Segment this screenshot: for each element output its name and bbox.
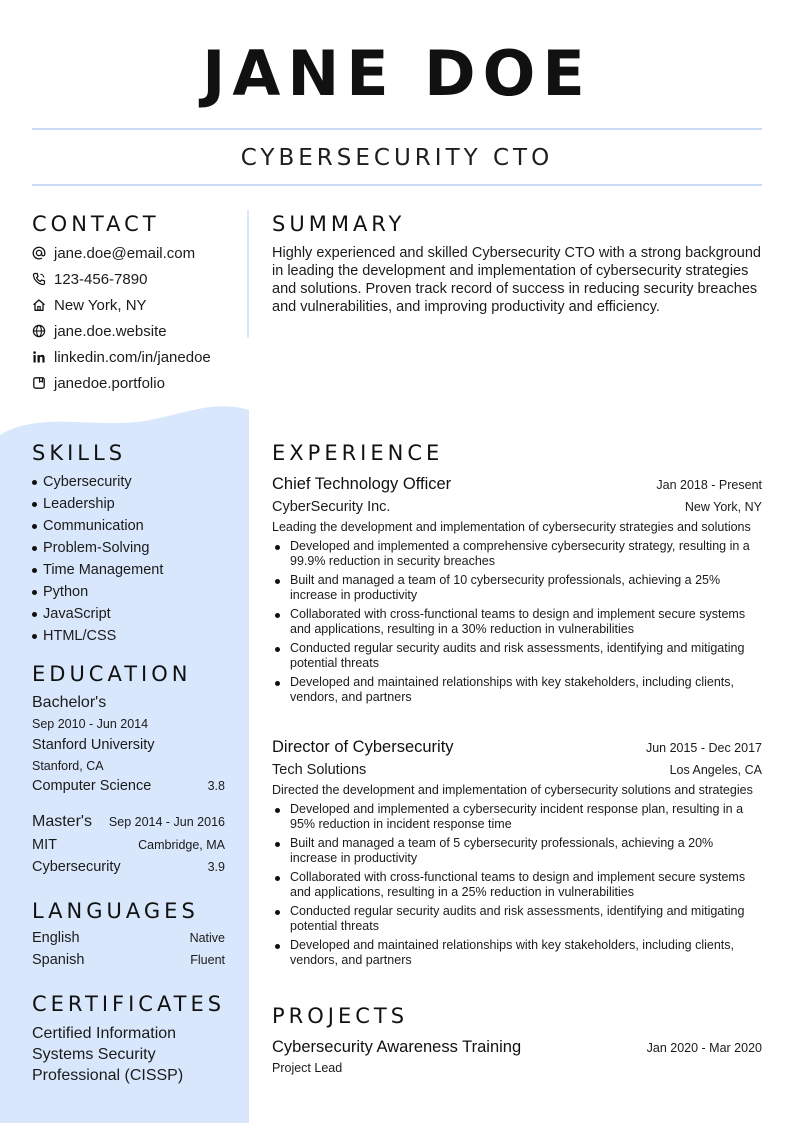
contact-email-text: jane.doe@email.com (54, 244, 196, 262)
education-field-1: Computer Science 3.8 (32, 778, 225, 794)
portfolio-icon (32, 376, 46, 390)
list-item: Python (32, 581, 163, 603)
at-icon (32, 246, 46, 260)
job-location: New York, NY (684, 500, 762, 514)
education-location-2: Cambridge, MA (138, 838, 225, 852)
project-entry (272, 1035, 762, 1076)
education-school-1: Stanford University (32, 737, 155, 753)
list-item: Leadership (32, 493, 163, 515)
company-name: CyberSecurity Inc. (272, 499, 391, 515)
job-role-title: CYBERSECURITY CTO (240, 145, 554, 171)
list-item: Time Management (32, 559, 163, 581)
list-item: Developed and implemented a comprehensive cybersecurity strategy, resulting in a 99.9% reduction in security breaches (272, 539, 762, 569)
list-item: Collaborated with cross-functional teams to design and implement secure systems and applications, resulting in a 30% reduction in vulnerabilities (272, 607, 762, 637)
contact-portfolio-text: janedoe.portfolio (54, 374, 165, 392)
list-item: Developed and implemented a cybersecurity incident response plan, resulting in a 95% reduction in incident response time (272, 802, 762, 832)
contact-phone[interactable] (32, 266, 237, 292)
list-item: Communication (32, 515, 163, 537)
job-description: Leading the development and implementation of cybersecurity strategies and solutions (272, 520, 751, 534)
contact-website-text: jane.doe.website (54, 322, 167, 340)
education-degree-2: Master's Sep 2014 - Jun 2016 (32, 813, 225, 830)
home-icon (32, 298, 46, 312)
list-item: HTML/CSS (32, 625, 163, 647)
list-item: Built and managed a team of 10 cybersecurity professionals, achieving a 25% increase in productivity (272, 573, 762, 603)
project-role: Project Lead (272, 1061, 343, 1075)
education-gpa-1: 3.8 (207, 779, 225, 793)
contact-list (32, 240, 237, 396)
summary-heading: SUMMARY (272, 212, 406, 236)
list-item: Conducted regular security audits and risk assessments, identifying and mitigating potential threats (272, 904, 762, 934)
contact-email[interactable] (32, 240, 237, 266)
list-item: Collaborated with cross-functional teams to design and implement secure systems and applications, resulting in a 25% reduction in vulnerabilities (272, 870, 762, 900)
education-heading: EDUCATION (32, 662, 192, 686)
skills-list (32, 471, 163, 647)
language-row: English Native (32, 930, 225, 946)
phone-icon (32, 272, 46, 286)
language-row: Spanish Fluent (32, 952, 225, 968)
list-item: Problem-Solving (32, 537, 163, 559)
job-bullets (272, 539, 762, 705)
education-dates-1: Sep 2010 - Jun 2014 (32, 717, 149, 731)
education-dates-2: Sep 2014 - Jun 2016 (108, 815, 225, 829)
job-location: Los Angeles, CA (669, 763, 762, 777)
contact-location-text: New York, NY (54, 296, 147, 314)
list-item: Developed and maintained relationships with key stakeholders, including clients, vendors, and partners (272, 938, 762, 968)
contact-website[interactable] (32, 318, 237, 344)
job-title: Director of Cybersecurity (272, 738, 454, 756)
experience-entry (272, 735, 762, 972)
column-divider (247, 210, 249, 338)
education-degree-1: Bachelor's (32, 694, 107, 711)
education-location-1: Stanford, CA (32, 759, 104, 773)
contact-phone-text: 123-456-7890 (54, 270, 148, 288)
experience-entry (272, 472, 762, 709)
list-item: JavaScript (32, 603, 163, 625)
list-item: Built and managed a team of 5 cybersecurity professionals, achieving a 20% increase in productivity (272, 836, 762, 866)
job-bullets (272, 802, 762, 968)
job-title: Chief Technology Officer (272, 475, 452, 493)
list-item: Conducted regular security audits and risk assessments, identifying and mitigating potential threats (272, 641, 762, 671)
list-item: Cybersecurity (32, 471, 163, 493)
contact-linkedin-text: linkedin.com/in/janedoe (54, 348, 211, 366)
list-item: Developed and maintained relationships with key stakeholders, including clients, vendors, and partners (272, 675, 762, 705)
project-dates: Jan 2020 - Mar 2020 (646, 1041, 762, 1055)
experience-heading: EXPERIENCE (272, 441, 444, 465)
globe-icon (32, 324, 46, 338)
certificates-heading: CERTIFICATES (32, 992, 226, 1016)
education-field-2: Cybersecurity 3.9 (32, 859, 225, 875)
contact-heading: CONTACT (32, 212, 160, 236)
header-bottom-rule (32, 184, 762, 186)
education-school-2: MIT Cambridge, MA (32, 837, 225, 853)
linkedin-icon (32, 350, 46, 364)
job-description: Directed the development and implementation of cybersecurity solutions and strategies (272, 783, 753, 797)
languages-heading: LANGUAGES (32, 899, 199, 923)
job-dates: Jan 2018 - Present (656, 478, 762, 492)
contact-portfolio[interactable] (32, 370, 237, 396)
job-dates: Jun 2015 - Dec 2017 (645, 741, 762, 755)
certificate-text: Certified Information Systems Security Professional (CISSP) (32, 1025, 184, 1084)
projects-heading: PROJECTS (272, 1004, 409, 1028)
summary-text: Highly experienced and skilled Cybersecurity CTO with a strong background in leading the development and implementation of cybersecurity strategies and solutions. Proven track record of success in reducing security breaches and vulnerabilities, and improving productivity and efficiency. (272, 245, 761, 315)
person-name: JANE DOE (202, 37, 592, 110)
contact-location (32, 292, 237, 318)
skills-heading: SKILLS (32, 441, 127, 465)
header-top-rule (32, 128, 762, 130)
company-name: Tech Solutions (272, 762, 367, 778)
education-gpa-2: 3.9 (207, 860, 225, 874)
project-name: Cybersecurity Awareness Training (272, 1038, 522, 1056)
contact-linkedin[interactable] (32, 344, 237, 370)
